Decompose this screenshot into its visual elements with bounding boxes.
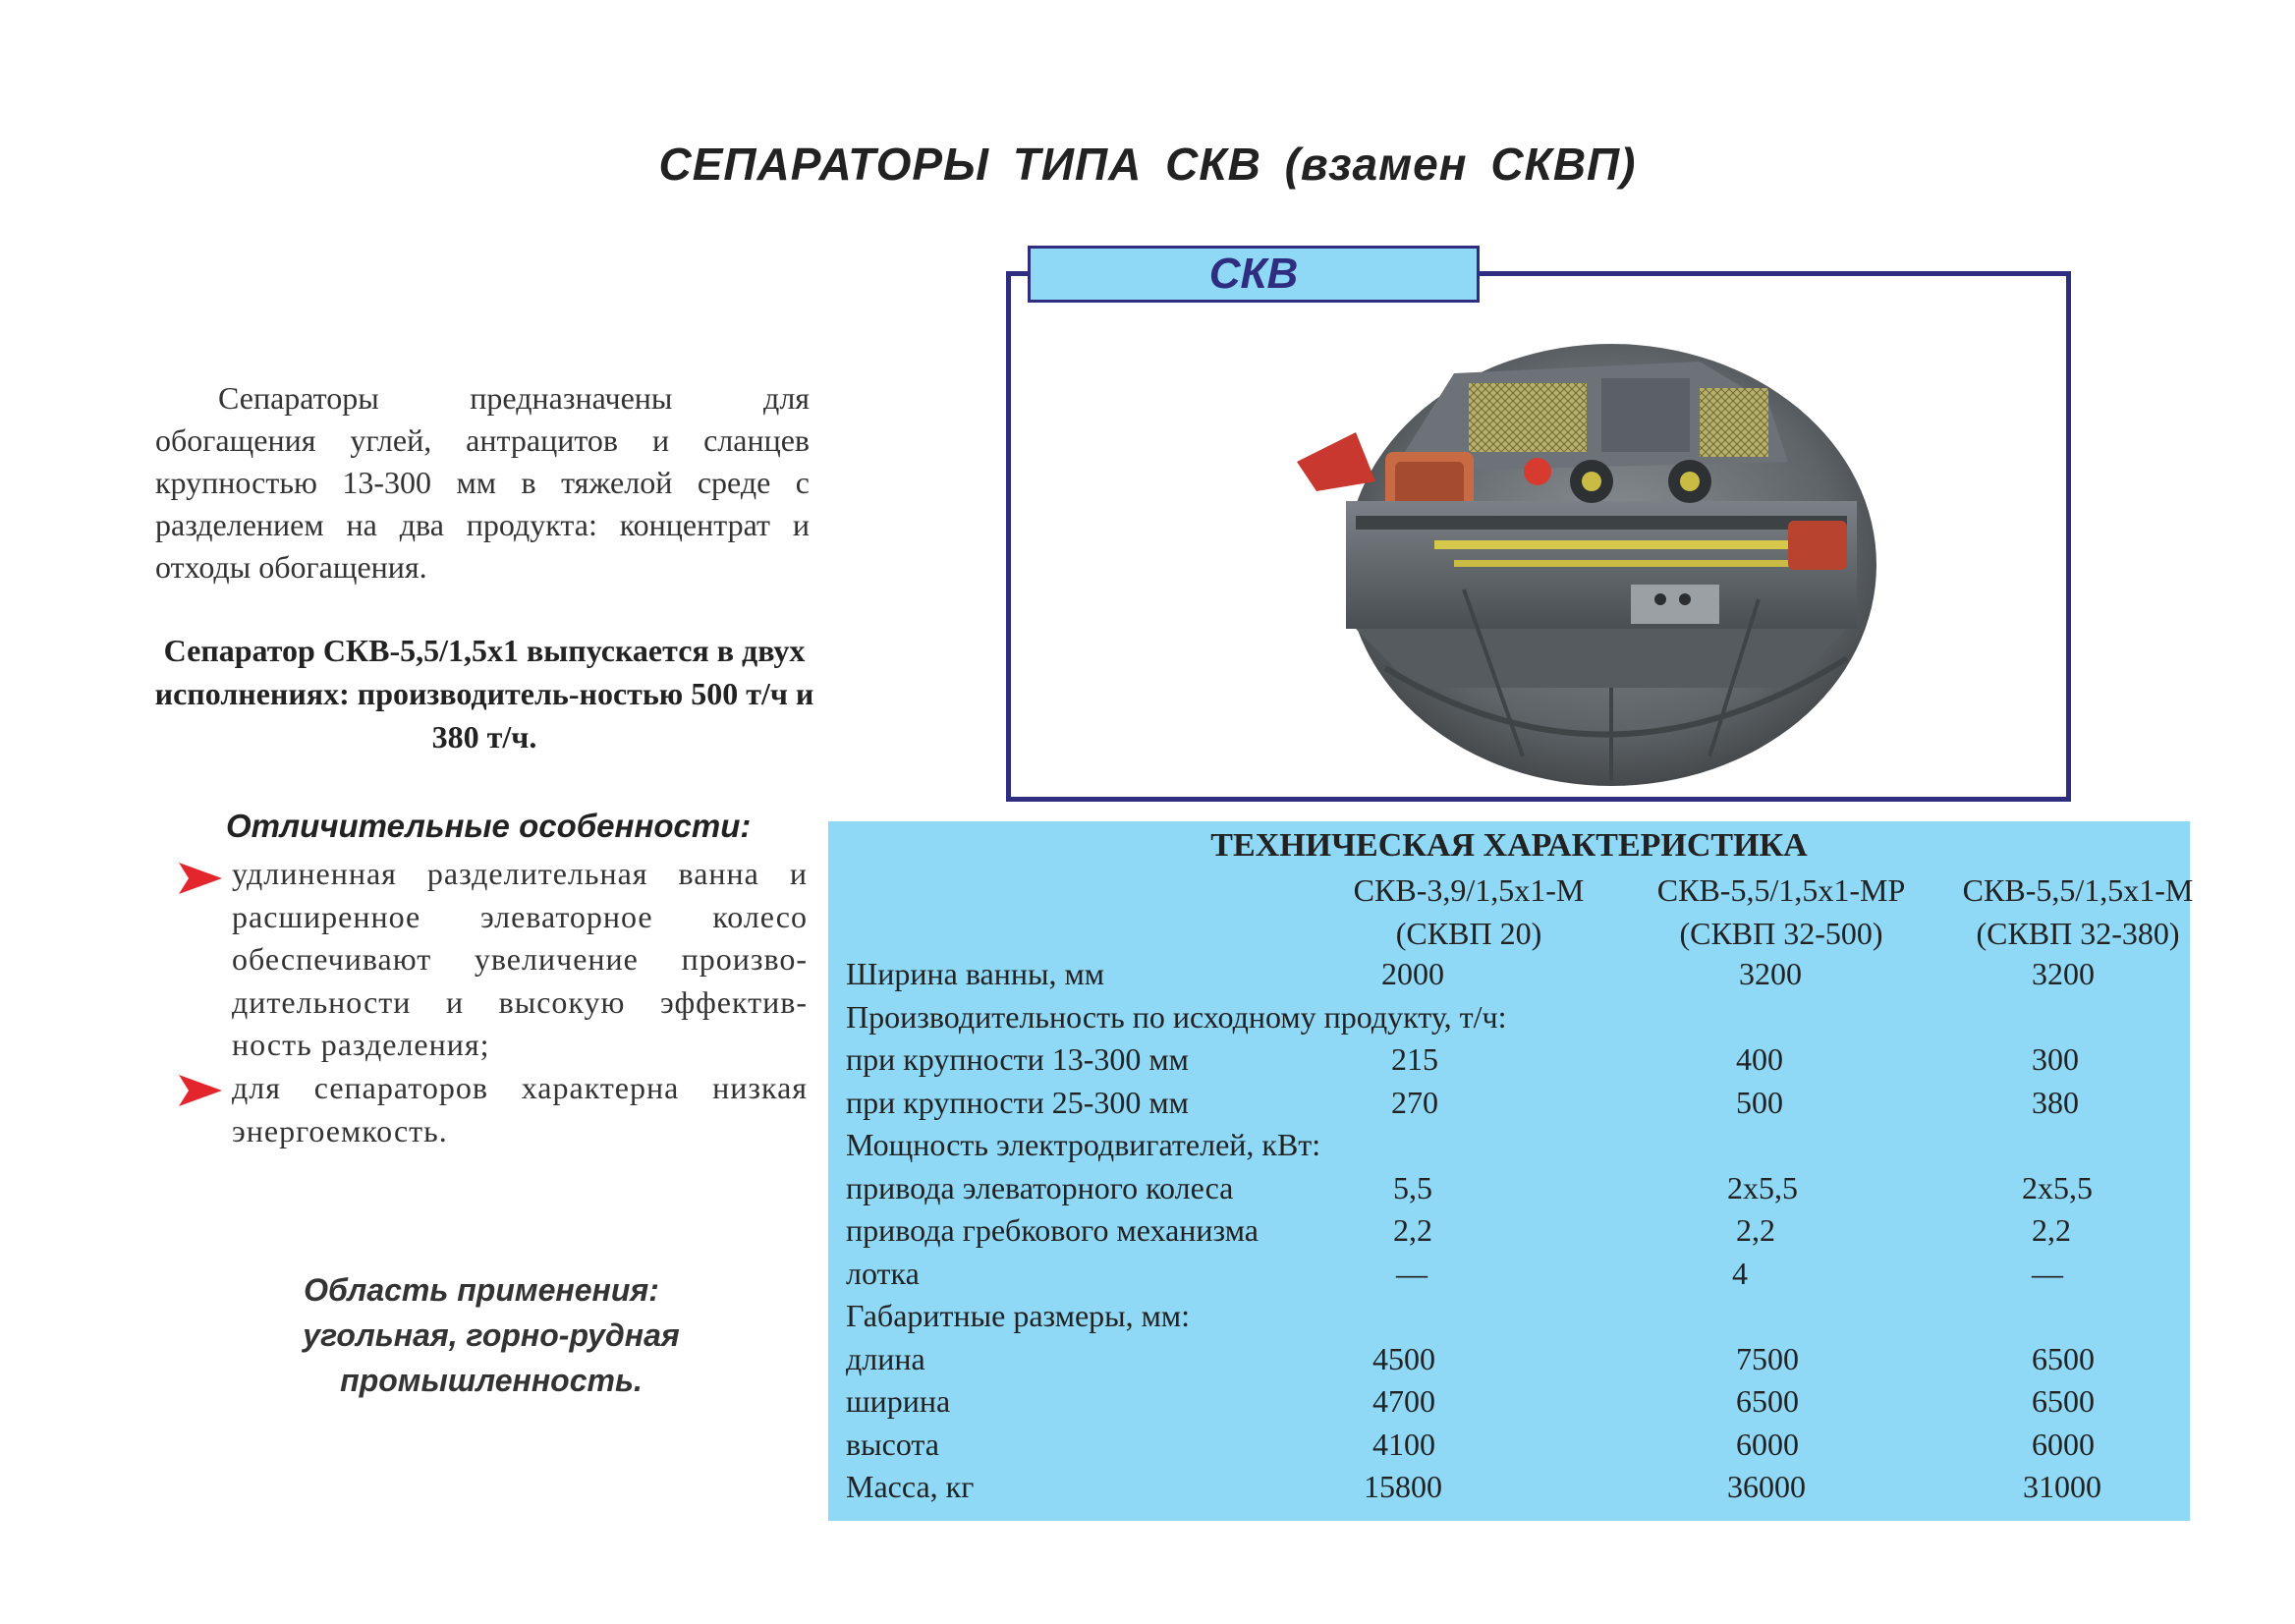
row-value: 6500: [2032, 1383, 2095, 1419]
row-value: 2х5,5: [1727, 1169, 1798, 1205]
spec-row: [846, 1424, 2182, 1467]
row-label: при крупности 13-300 мм: [846, 1041, 1189, 1077]
row-value: 6000: [1736, 1426, 1799, 1462]
row-value: 4: [1732, 1255, 1748, 1291]
page-title: СЕПАРАТОРЫ ТИПА СКВ (взамен СКВП): [658, 139, 1637, 190]
column-header: [1931, 868, 2225, 955]
feature-item: удлиненная разделительная ванна и расширенное элеваторное колесо обеспечивают увеличение произво-дительности и высокую эффектив-ность разделения;: [232, 856, 808, 1062]
product-tab: СКВ: [1028, 246, 1480, 303]
row-label: Ширина ванны, мм: [846, 956, 1104, 991]
row-value: 2х5,5: [2022, 1169, 2093, 1205]
application-area: [265, 1267, 717, 1403]
spec-row: [846, 1209, 2182, 1253]
row-value: 215: [1391, 1041, 1438, 1077]
spec-row: [846, 1466, 2182, 1509]
spec-row: [846, 953, 2182, 996]
row-value: 380: [2032, 1084, 2079, 1120]
row-value: 36000: [1727, 1469, 1806, 1504]
row-label: Габаритные размеры, мм:: [846, 1298, 1191, 1333]
feature-item: для сепараторов характерна низкая энергоемкость.: [232, 1070, 808, 1148]
row-value: 15800: [1364, 1469, 1442, 1504]
spec-row: [846, 1380, 2182, 1424]
row-value: 400: [1736, 1041, 1783, 1077]
row-label: привода элеваторного колеса: [846, 1169, 1234, 1205]
row-value: 500: [1736, 1084, 1783, 1120]
application-title: Область применения:: [304, 1272, 659, 1308]
intro-paragraph: Сепараторы предназначены для обогащения углей, антрацитов и сланцев крупностью 13-300 мм в тяжелой среде с разделением на два продукта: концентрат и отходы обогащения.: [155, 380, 810, 585]
row-value: 5,5: [1393, 1169, 1432, 1205]
red-arrow-bullet-icon: [179, 1075, 222, 1106]
row-value: 31000: [2023, 1469, 2101, 1504]
row-value: 270: [1391, 1084, 1438, 1120]
features-title: Отличительные особенности:: [226, 808, 752, 844]
spec-row: [846, 1295, 2182, 1338]
column-name: СКВ-5,5/1,5х1-МР: [1656, 872, 1906, 908]
row-label: длина: [846, 1340, 925, 1376]
row-value: 2000: [1381, 956, 1444, 991]
separator-illustration: [1297, 334, 1906, 786]
row-value: 2,2: [2032, 1212, 2071, 1248]
red-arrow-bullet-icon: [179, 863, 222, 894]
column-header: [1634, 868, 1929, 955]
row-value: 7500: [1736, 1340, 1799, 1376]
row-label: лотка: [846, 1255, 920, 1291]
row-label: ширина: [846, 1383, 951, 1419]
row-value: —: [2032, 1255, 2063, 1291]
column-name: СКВ-5,5/1,5х1-М: [1962, 872, 2194, 908]
row-label: Производительность по исходному продукту, т/ч:: [846, 998, 1507, 1035]
spec-table: [828, 821, 2194, 1521]
spec-row: [846, 1038, 2182, 1082]
row-label: высота: [846, 1426, 939, 1462]
row-value: 3200: [2032, 956, 2095, 991]
row-label: при крупности 25-300 мм: [846, 1084, 1189, 1120]
row-value: 4500: [1372, 1340, 1435, 1376]
column-sub: (СКВП 20): [1395, 916, 1542, 951]
row-label: Масса, кг: [846, 1469, 975, 1504]
row-value: 2,2: [1736, 1212, 1775, 1248]
application-line: промышленность.: [340, 1363, 643, 1398]
row-label: Мощность электродвигателей, кВт:: [846, 1127, 1321, 1162]
column-header: [1321, 868, 1616, 955]
variant-note: Сепаратор СКВ-5,5/1,5х1 выпускается в двух исполнениях: производитель-ностью 500 т/ч и 380 т/ч.: [154, 633, 814, 755]
row-value: 3200: [1739, 956, 1802, 991]
spec-row: [846, 1338, 2182, 1381]
row-value: —: [1396, 1255, 1427, 1291]
row-value: 4700: [1372, 1383, 1435, 1419]
row-label: привода гребкового механизма: [846, 1212, 1259, 1248]
row-value: 6500: [2032, 1340, 2095, 1376]
column-sub: (СКВП 32-380): [1976, 916, 2180, 951]
column-sub: (СКВП 32-500): [1679, 916, 1883, 951]
spec-row: [846, 1124, 2182, 1167]
spec-row: [846, 1167, 2182, 1210]
column-name: СКВ-3,9/1,5х1-М: [1353, 872, 1585, 908]
row-value: 4100: [1372, 1426, 1435, 1462]
spec-row: [846, 1082, 2182, 1125]
row-value: 2,2: [1393, 1212, 1432, 1248]
spec-row: [846, 1253, 2182, 1296]
spec-row: [846, 996, 2182, 1039]
row-value: 6000: [2032, 1426, 2095, 1462]
row-value: 6500: [1736, 1383, 1799, 1419]
spec-title: ТЕХНИЧЕСКАЯ ХАРАКТЕРИСТИКА: [1210, 827, 1808, 864]
application-line: угольная, горно-рудная: [303, 1317, 680, 1353]
row-value: 300: [2032, 1041, 2079, 1077]
